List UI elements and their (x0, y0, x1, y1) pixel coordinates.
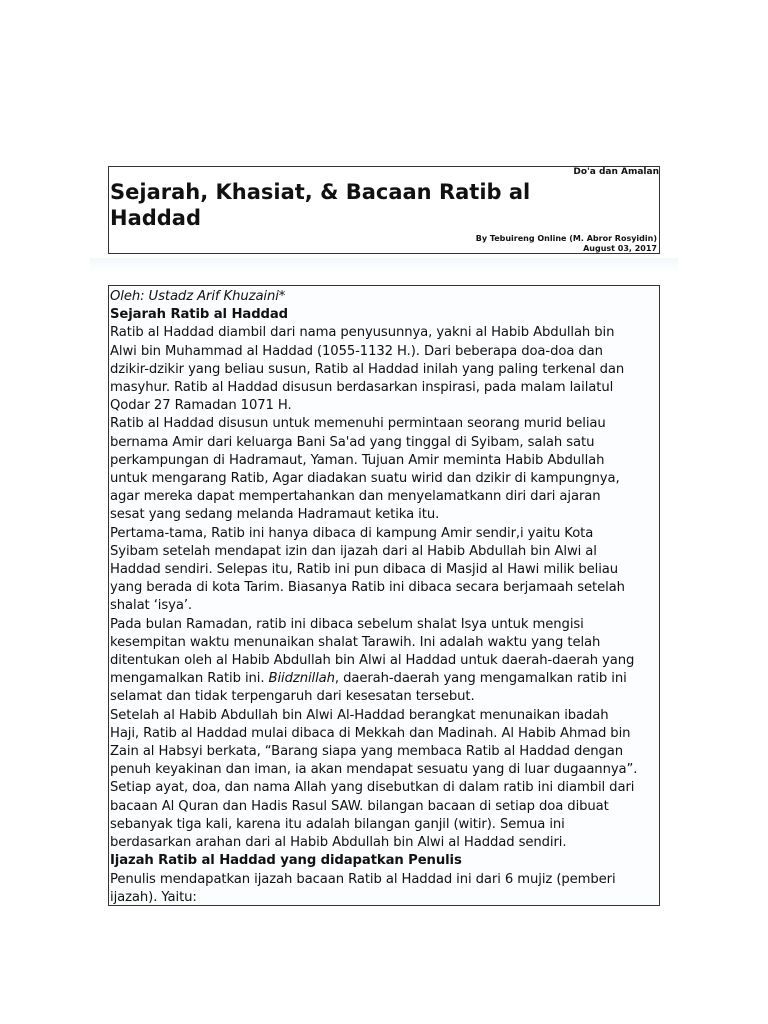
italic-term: Biidznillah (268, 671, 335, 687)
section-heading-sejarah: Sejarah Ratib al Haddad (110, 307, 289, 323)
paragraph-line: ijazah). Yaitu: (110, 889, 197, 905)
article-header (108, 166, 660, 254)
title-line-2: Haddad (110, 206, 202, 230)
paragraph-line: untuk mengarang Ratib, Agar diadakan suatu wirid dan dzikir di kampungnya, (110, 471, 620, 487)
paragraph-line: Syibam setelah mendapat izin dan ijazah dari al Habib Abdullah bin Alwi al (110, 543, 597, 559)
paragraph-text: mengamalkan Ratib ini. (110, 671, 265, 687)
publish-date: August 03, 2017 (583, 244, 657, 253)
paragraph-line: Pertama-tama, Ratib ini hanya dibaca di kampung Amir sendir,i yaitu Kota (110, 525, 594, 541)
article-body-box (108, 285, 660, 906)
divider-band (90, 258, 678, 272)
paragraph-line: sesat yang sedang melanda Hadramaut ketika itu. (110, 507, 440, 523)
paragraph-line: Pada bulan Ramadan, ratib ini dibaca sebelum shalat Isya untuk mengisi (110, 616, 584, 632)
paragraph-line: bacaan Al Quran dan Hadis Rasul SAW. bilangan bacaan di setiap doa dibuat (110, 798, 609, 814)
paragraph-line: bernama Amir dari keluarga Bani Sa'ad yang tinggal di Syibam, salah satu (110, 434, 595, 450)
category-label[interactable]: Do'a dan Amalan (573, 167, 659, 177)
paragraph-text: , daerah-daerah yang mengamalkan ratib ini (334, 671, 627, 687)
paragraph-line: Haji, Ratib al Haddad mulai dibaca di Mekkah dan Madinah. Al Habib Ahmad bin (110, 725, 631, 741)
paragraph-line: Setelah al Habib Abdullah bin Alwi Al-Haddad berangkat menunaikan ibadah (110, 707, 609, 723)
paragraph-line: Penulis mendapatkan ijazah bacaan Ratib al Haddad ini dari 6 mujiz (pemberi (110, 871, 616, 887)
paragraph-line: ditentukan oleh al Habib Abdullah bin Alwi al Haddad untuk daerah-daerah yang (110, 653, 635, 669)
paragraph-line: Qodar 27 Ramadan 1071 H. (110, 398, 292, 414)
paragraph-line: Zain al Habsyi berkata, “Barang siapa yang membaca Ratib al Haddad dengan (110, 744, 624, 760)
paragraph-line: penuh keyakinan dan iman, ia akan mendapat sesuatu yang di luar dugaannya”. (110, 762, 638, 778)
article-body (109, 286, 659, 906)
author-line: Oleh: Ustadz Arif Khuzaini* (110, 289, 286, 304)
paragraph-line: shalat ‘isya’. (110, 598, 193, 614)
paragraph-line: Setiap ayat, doa, dan nama Allah yang disebutkan di dalam ratib ini diambil dari (110, 780, 635, 796)
title-line-1: Sejarah, Khasiat, & Bacaan Ratib al (110, 180, 531, 204)
paragraph-line: masyhur. Ratib al Haddad disusun berdasarkan inspirasi, pada malam lailatul (110, 380, 614, 396)
paragraph-line: Haddad sendiri. Selepas itu, Ratib ini pun dibaca di Masjid al Hawi milik beliau (110, 562, 619, 578)
article-title (110, 179, 630, 231)
paragraph-line: perkampungan di Hadramaut, Yaman. Tujuan Amir meminta Habib Abdullah (110, 452, 605, 468)
paragraph-line: yang berada di kota Tarim. Biasanya Ratib ini dibaca secara berjamaah setelah (110, 580, 625, 596)
paragraph-line: Ratib al Haddad diambil dari nama penyusunnya, yakni al Habib Abdullah bin (110, 325, 615, 341)
section-heading-ijazah: Ijazah Ratib al Haddad yang didapatkan Penulis (110, 853, 462, 869)
paragraph-line: agar mereka dapat mempertahankan dan menyelamatkann diri dari ajaran (110, 489, 601, 505)
byline (476, 234, 657, 254)
author: By Tebuireng Online (M. Abror Rosyidin) (475, 234, 657, 243)
paragraph-line: sebanyak tiga kali, karena itu adalah bilangan ganjil (witir). Semua ini (110, 816, 565, 832)
paragraph-line-mixed (110, 670, 659, 688)
paragraph-line: selamat dan tidak terpengaruh dari kesesatan tersebut. (110, 689, 475, 705)
paragraph-line: kesempitan waktu menunaikan shalat Tarawih. Ini adalah waktu yang telah (110, 634, 601, 650)
paragraph-line: dzikir-dzikir yang beliau susun, Ratib al Haddad inilah yang paling terkenal dan (110, 361, 625, 377)
paragraph-line: berdasarkan arahan dari al Habib Abdullah bin Alwi al Haddad sendiri. (110, 835, 567, 851)
paragraph-line: Alwi bin Muhammad al Haddad (1055-1132 H.). Dari beberapa doa-doa dan (110, 343, 603, 359)
paragraph-line: Ratib al Haddad disusun untuk memenuhi permintaan seorang murid beliau (110, 416, 606, 432)
